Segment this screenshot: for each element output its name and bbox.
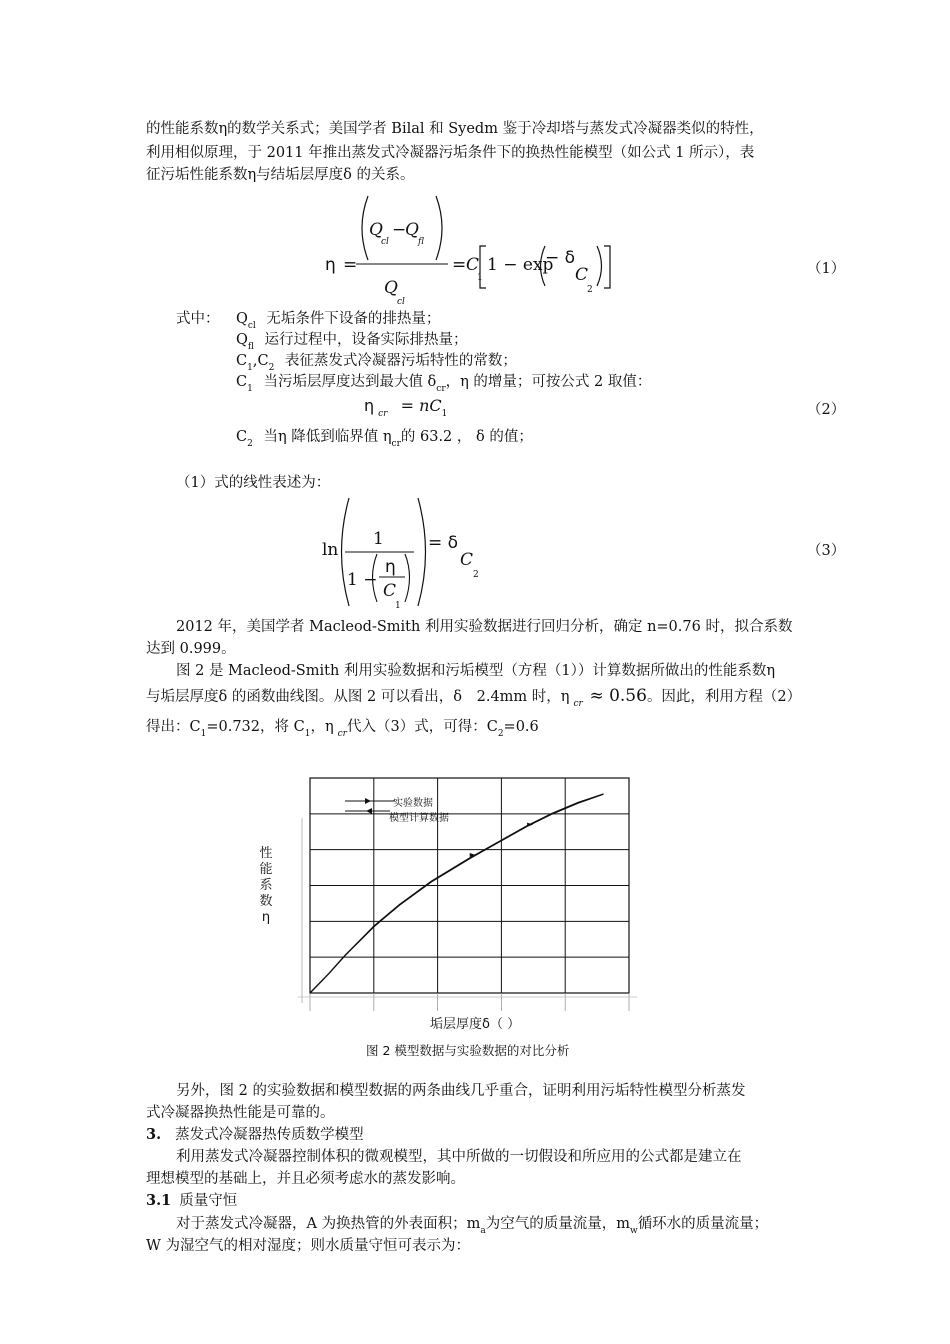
eq3-rhs: = δ [428,533,459,553]
eq1-c1: C [466,255,480,275]
figure-caption: 图 2 模型数据与实验数据的对比分析 [366,1043,570,1058]
equation-2: η $_{cr} = nC_1$ [364,396,448,419]
eq1-one-minus-exp: 1 − exp [487,255,554,275]
para3-line2: 与垢层厚度δ 的函数曲线图。从图 2 可以看出，δ 2.4mm 时，η $_{cr}$ ≈ 0.56。因此，利用方程（2） [146,686,802,709]
eq1-eta: η [325,255,336,275]
eq3-eta: η [385,557,396,577]
eq1-q2: Q [405,220,419,240]
series-line-experimental [310,794,604,993]
eq3-c2-sub: 2 [473,570,479,580]
para3-line1: 图 2 是 Macleod-Smith 利用实验数据和污垢模型（方程（1））计算数据所做出的性能系数η [176,663,776,679]
equation-1 [0,188,950,308]
eq1-neg-delta: − δ [545,248,576,268]
eq1-eq: = [343,255,358,275]
legend-label-model: 模型计算数据 [389,813,449,824]
para4-line1: 另外，图 2 的实验数据和模型数据的两条曲线几乎重合，证明利用污垢特性模型分析蒸发 [176,1083,746,1099]
eq1-q-den: Q [384,278,398,298]
eq3-c1: C [383,581,397,601]
eq1-c1-sub: 1 [477,273,483,283]
eq1-eq2: = [452,255,467,275]
def-qfl: $Q_{fl}$ 运行过程中，设备实际排热量； [236,332,468,352]
eq1-minus: − [392,220,407,240]
eq1-cl-num: cl [381,237,389,247]
para3-line3: 得出：$C_1=0.732$，将 $C_1$，η $_{cr}$代入（3）式，可得：$C_2=0.6$ [146,719,539,739]
para2-line1: 2012 年，美国学者 Macleod-Smith 利用实验数据进行回归分析，确定 n=0.76 时，拟合系数 [176,619,793,635]
eq3-one: 1 [373,529,384,549]
para6-line2: W 为湿空气的相对湿度；则水质量守恒可表示为： [146,1238,471,1254]
def-qcl: $Q_{cl}$ 无垢条件下设备的排热量； [236,311,441,331]
para5-line1: 利用蒸发式冷凝器控制体积的微观模型，其中所做的一切假设和所应用的公式都是建立在 [176,1149,742,1165]
eq3-c2: C [460,550,474,570]
chart-xlabel: 垢层厚度δ（ ） [430,1017,521,1032]
eq1-c2-sub: 2 [587,285,593,295]
eq1-c2: C [575,265,589,285]
eq2-number: （2） [807,402,846,418]
para1-line2: 利用相似原理，于 2011 年推出蒸发式冷凝器污垢条件下的换热性能模型（如公式 1 所示），表 [146,145,755,161]
eq1-fl: fl [418,237,425,247]
eq3-number: （3） [807,543,846,559]
para4-line2: 式冷凝器换热性能是可靠的。 [146,1105,335,1121]
defs-label: 式中： [176,311,220,327]
eq3-ln: ln [322,540,339,560]
legend-marker-experimental [365,798,371,804]
para2-line2: 达到 0.999。 [146,641,236,657]
def-c2: $C_2$ 当η 降低到临界值 $\eta_{cr}$的 63.2 ， δ 的值； [236,429,533,449]
para1-line1: 的性能系数η的数学关系式；美国学者 Bilal 和 Syedm 鉴于冷却塔与蒸发式冷凝器类似的特性， [146,121,764,137]
legend-marker-model [366,808,372,814]
def-c1c2: $C_1,C_2$ 表征蒸发式冷凝器污垢特性的常数； [236,353,517,373]
eq1-cl-den: cl [397,297,405,307]
linear-intro: （1）式的线性表述为： [176,475,331,491]
section-3-1-heading: 3.1 质量守恒 [146,1192,238,1209]
series-line-model [310,794,604,993]
para6-line1: 对于蒸发式冷凝器，A 为换热管的外表面积；$m_a$为空气的质量流量，$m_w$循环水的质量流量； [176,1216,769,1236]
legend-label-experimental: 实验数据 [393,798,433,809]
chart-ylabel: 性能系数η [259,846,273,925]
para5-line2: 理想模型的基础上，并且必须考虑水的蒸发影响。 [146,1171,465,1187]
eq3-one-minus: 1 − [347,570,378,590]
eq1-q1: Q [369,220,383,240]
eq3-c1-sub: 1 [395,601,401,611]
para1-line3: 征污垢性能系数η与结垢层厚度δ 的关系。 [146,167,415,183]
eq1-number: （1） [807,261,846,277]
section-3-heading: 3. 蒸发式冷凝器热传质数学模型 [146,1126,364,1143]
def-c1: $C_1$ 当污垢层厚度达到最大值 $\delta_{cr}$，η 的增量；可按公式 2 取值： [236,374,652,394]
